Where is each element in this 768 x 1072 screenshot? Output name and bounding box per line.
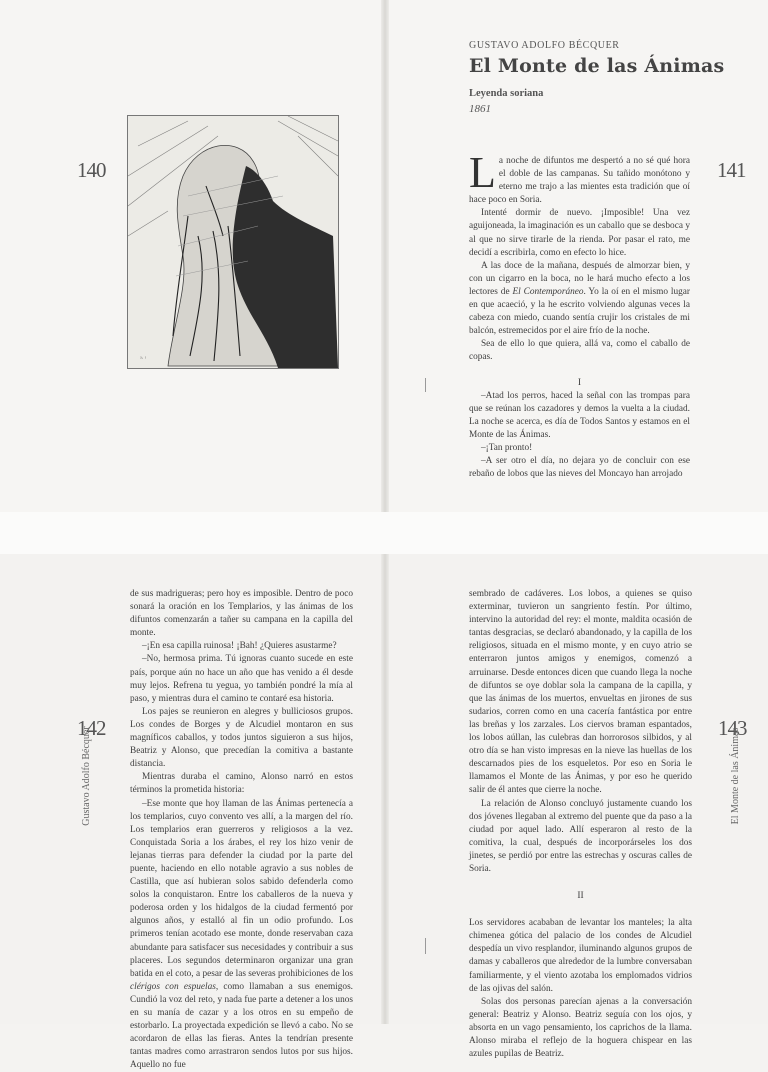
left-paragraph-6: –Ese monte que hoy llaman de las Ánimas pertenecía a los templarios, cuyo convento ves allí, a la margen del río. Los templarios eran guerreros y religiosos a la vez. Conquistada Soria a los árabes, el rey los hizo venir de lejanas tierras para defender la ciudad por la parte del puente, haciendo en ello notable agravio a sus nobles de Castilla, que así hubieran solos sabido defenderla como solos la conquistaron. Entre los caballeros de la nueva y poderosa orden y los hidalgos de la ciudad fermentó por algunos años, y estalló al fin un odio profundo. Los primeros tenían acotado ese monte, donde reservaban caza abundante para satisfacer sus necesidades y contribuir a sus placeres. Los segundos determinaron organizar una gran batida en el coto, a pesar de las severas prohibiciones de los clérigos con espuelas, como llamaban a sus enemigos. Cundió la voz del reto, y nada fue parte a detener a los unos en su manía de cazar y a los otros en su empeño de estorbarlo. La proyectada expedición se llevó a cabo. No se acordaron de ellas las fieras. Antes la tendrían presente tantas madres como arrastraron sendos lutos por sus hijos. Aquello no fue xyxy=(130,798,353,1072)
section-heading-2: II xyxy=(469,890,692,903)
intro-paragraph-3: A las doce de la mañana, después de almorzar bien, y con un cigarro en la boca, no le hará mucho efecto a los lectores de El Contemporáneo. Yo la oí en el mismo lugar en que acaeció, y la he escrito volviendo algunas veces la cabeza con miedo, cuando sentía crujir los cristales de mi balcón, estremecidos por el aire frío de la noche. xyxy=(469,260,690,339)
scan-mark xyxy=(425,378,426,392)
section-heading-1: I xyxy=(469,377,690,390)
page-number-141: 141 xyxy=(717,158,746,183)
ghost-illustration xyxy=(127,115,339,369)
gutter xyxy=(381,0,389,512)
story-year: 1861 xyxy=(469,103,491,115)
section-1-paragraph-2: –¡Tan pronto! xyxy=(469,442,690,455)
left-paragraph-1: de sus madrigueras; pero hoy es imposible. Dentro de poco sonará la oración en los Templarios, y las ánimas de los difuntos comenzarán a tañer su campana en la capilla del monte. xyxy=(130,588,353,640)
svg-text:ᵃ· ᶦ: ᵃ· ᶦ xyxy=(140,356,146,362)
ghost-drawing xyxy=(128,116,338,368)
bottom-spread xyxy=(0,554,768,1024)
right-paragraph-3: Los servidores acababan de levantar los manteles; la alta chimenea gótica del palacio de los condes de Alcudiel despedía un vivo resplandor, iluminando algunos grupos de damas y caballeros que alrededor de la lumbre conversaban familiarmente, y el viento azotaba los emplomados vidrios de las ojivas del salón. xyxy=(469,917,692,996)
scan-mark xyxy=(425,938,426,954)
page-number-143: 143 xyxy=(718,716,747,741)
section-1-paragraph-3: –A ser otro el día, no dejara yo de concluir con ese rebaño de lobos que las nieves del Moncayo han arrojado xyxy=(469,455,690,481)
right-paragraph-2: La relación de Alonso concluyó justamente cuando los dos jóvenes llegaban al extremo del puente que da paso a la ciudad por aquel lado. Allí esperaron al resto de la comitiva, la cual, después de incorporárseles los dos jinetes, se perdió por entre las estrechas y oscuras calles de Soria. xyxy=(469,798,692,877)
right-paragraph-4: Solas dos personas parecían ajenas a la conversación general: Beatriz y Alonso. Beatriz seguía con los ojos, y absorta en un vago pensamiento, los caprichos de la llama. Alonso miraba el reflejo de la hoguera chispear en las azules pupilas de Beatriz. xyxy=(469,996,692,1061)
gutter xyxy=(381,554,389,1024)
right-paragraph-1: sembrado de cadáveres. Los lobos, a quienes se quiso exterminar, tuvieron un sangriento festín. Por último, intervino la autoridad del rey: el monte, maldita ocasión de tantas desgracias, se declaró abandonado, y la capilla de los religiosos, situada en el mismo monte, y en cuyo atrio se enterraron juntos amigos y enemigos, comenzó a arruinarse. Desde entonces dicen que cuando llega la noche de difuntos se oye doblar sola la campana de la capilla, y que las ánimas de los muertos, envueltas en jirones de sus sudarios, corren como en una cacería fantástica por entre las breñas y los zarzales. Los ciervos braman espantados, los lobos aúllan, las culebras dan horrorosos silbidos, y al otro día se han visto impresas en la nieve las huellas de los descarnados pies de los esqueletos. Por eso en Soria le llamamos el Monte de las Ánimas, y por eso he querido salir de él antes que cierre la noche. xyxy=(469,588,692,798)
left-paragraph-4: Los pajes se reunieron en alegres y bulliciosos grupos. Los condes de Borges y de Alcudiel montaron en sus magníficos caballos, y todos juntos siguieron a sus hijos, Beatriz y Alonso, que precedían la comitiva a bastante distancia. xyxy=(130,706,353,771)
author-heading: GUSTAVO ADOLFO BÉCQUER xyxy=(469,40,620,51)
left-paragraph-2: –¡En esa capilla ruinosa! ¡Bah! ¿Quieres asustarme? xyxy=(130,640,353,653)
section-1-paragraph-1: –Atad los perros, haced la señal con las trompas para que se reúnan los cazadores y demos la vuelta a la ciudad. La noche se acerca, es día de Todos Santos y estamos en el Monte de las Ánimas. xyxy=(469,390,690,442)
running-head-title: El Monte de las Ánimas xyxy=(730,716,744,836)
page-number-142: 142 xyxy=(77,716,106,741)
story-title: El Monte de las Ánimas xyxy=(469,55,724,77)
story-subtitle: Leyenda soriana xyxy=(469,88,543,99)
left-paragraph-5: Mientras duraba el camino, Alonso narró en estos términos la prometida historia: xyxy=(130,771,353,797)
drop-cap: L xyxy=(469,156,496,190)
top-spread xyxy=(0,0,768,512)
intro-paragraph-4: Sea de ello lo que quiera, allá va, como el caballo de copas. xyxy=(469,338,690,364)
running-head-author: Gustavo Adolfo Bécquer xyxy=(81,716,95,836)
intro-paragraph-2: Intenté dormir de nuevo. ¡Imposible! Una vez aguijoneada, la imaginación es un caballo que se desboca y al que no sirve tirarle de la rienda. Por pasar el rato, me decidí a escribirla, como en efecto lo hice. xyxy=(469,207,690,259)
right-page-text xyxy=(469,588,692,1061)
spread-separator xyxy=(0,512,768,554)
left-page-text xyxy=(130,588,353,1072)
page-number-140: 140 xyxy=(77,158,106,183)
right-page-text xyxy=(469,155,690,481)
left-paragraph-3: –No, hermosa prima. Tú ignoras cuanto sucede en este país, porque aún no hace un año que has venido a él desde muy lejos. Refrena tu yegua, yo también pondré la mía al paso, y mientras dura el camino te contaré esa historia. xyxy=(130,653,353,705)
intro-paragraph-1: La noche de difuntos me despertó a no sé qué hora el doble de las campanas. Su tañido monótono y eterno me trajo a las mientes esta tradición que oí hace poco en Soria. xyxy=(469,155,690,207)
